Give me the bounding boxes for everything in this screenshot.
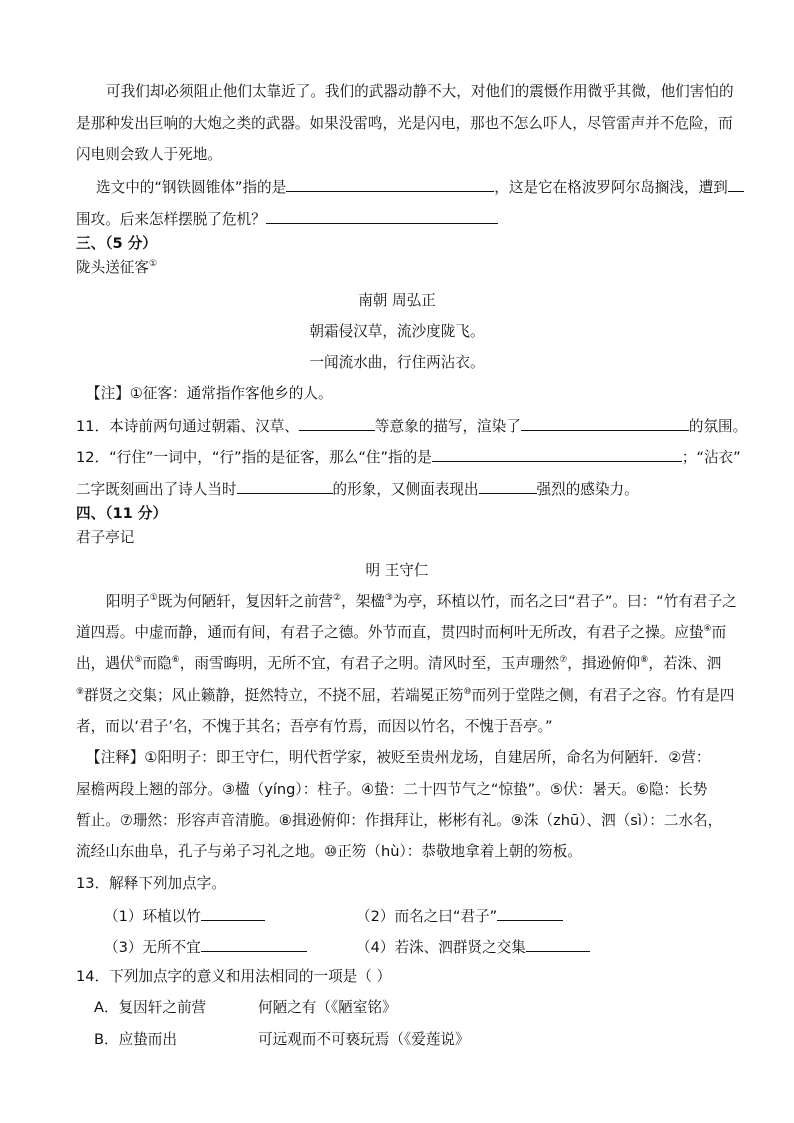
poem-line: 朝霜侵汉草，流沙度陇飞。 [309, 323, 485, 340]
section-heading: 三、（5 分） [76, 235, 157, 252]
answer-blank[interactable] [497, 905, 563, 921]
option-a-reference: 何陋之有（《陋室铭》 [258, 999, 397, 1016]
note-mark: ③ [384, 593, 393, 604]
answer-blank[interactable] [432, 446, 682, 462]
question-13-stem: 13．解释下列加点字。 [76, 875, 226, 892]
note-mark: ⑤ [134, 655, 143, 666]
answer-blank[interactable] [728, 176, 744, 192]
note-mark: ⑨ [76, 687, 85, 698]
note-mark: ⑧ [640, 655, 649, 666]
question-text: 的氛围。 [688, 418, 748, 435]
text-span: 群贤之交集；风止籁静，挺然特立，不挠不屈，若端冕正笏 [84, 687, 464, 704]
question-text: ，这是它在格波罗阿尔岛搁浅，遭到 [494, 179, 728, 196]
section-heading: 四、（11 分） [76, 505, 168, 522]
question-13-item [104, 905, 265, 927]
question-13-item [356, 905, 563, 927]
answer-blank[interactable] [201, 936, 307, 952]
classical-text-line [106, 592, 737, 612]
note-mark: ① [148, 259, 158, 270]
question-13-item [356, 936, 590, 958]
answer-blank[interactable] [521, 415, 689, 431]
text-title: 君子亭记 [76, 529, 135, 546]
question-text: （1）环植以竹 [104, 908, 201, 925]
answer-blank[interactable] [286, 176, 494, 192]
classical-text-line: 者，而以‘君子’名，不愧于其名；吾亭有竹焉，而因以竹名，不愧于吾亭。” [76, 718, 553, 735]
answer-blank[interactable] [201, 905, 265, 921]
text-span: 而隐 [142, 655, 172, 672]
answer-blank[interactable] [479, 478, 537, 494]
poem-author: 南朝 周弘正 [358, 292, 436, 309]
question-text: 的形象，又侧面表现出 [332, 481, 479, 498]
note-mark: ② [333, 593, 342, 604]
question-13-item [104, 936, 307, 958]
question-text: 强烈的感染力。 [536, 481, 639, 498]
text-span: 阳明子 [106, 593, 150, 610]
option-b-reference: 可远观而不可亵玩焉（《爱莲说》 [258, 1031, 470, 1048]
text-author: 明 王守仁 [365, 562, 429, 579]
text-span: ，雨雪晦明，无所不宜，有君子之明。清风时至，玉声珊然 [179, 655, 560, 672]
question-text: ；“沾衣” [681, 449, 741, 466]
question-12-cont [76, 478, 639, 500]
question-text: （3）无所不宜 [104, 939, 201, 956]
text-span: 而 [711, 624, 727, 641]
note-mark: ⑦ [559, 655, 568, 666]
answer-blank[interactable] [237, 478, 333, 494]
note-mark: ④ [703, 624, 712, 635]
annotation-line: 【注释】①阳明子：即王守仁，明代哲学家，被贬至贵州龙场，自建居所，命名为何陋轩．②营： [86, 749, 711, 766]
poem-note: 【注】①征客：通常指作客他乡的人。 [86, 385, 333, 402]
question-text: （2）而名之曰“君子” [356, 908, 498, 925]
question-14-stem: 14．下列加点字的意义和用法相同的一项是（ ） [76, 968, 392, 985]
text-span: 出，遇伏 [76, 655, 135, 672]
text-span: ，若洙、泗 [648, 655, 722, 672]
question-text: （4）若洙、泗群贤之交集 [356, 939, 526, 956]
question-line [76, 208, 498, 230]
text-span: ，架楹 [341, 593, 385, 610]
question-text: 11．本诗前两句通过朝霜、汉草、 [76, 418, 299, 435]
classical-text-line [76, 623, 726, 643]
question-text: 等意象的描写，渲染了 [374, 418, 521, 435]
note-mark: ⑥ [171, 655, 180, 666]
poem-title [76, 258, 157, 278]
question-text: 选文中的“钢铁圆锥体”指的是 [96, 179, 287, 196]
text-span: 道四焉。中虚而静，通而有间，有君子之德。外节而直，贯四时而柯叶无所改，有君子之操。应蛰 [76, 624, 704, 641]
annotation-line: 暂止。⑦珊然：形容声音清脆。⑧揖逊俯仰：作揖拜让，彬彬有礼。⑨洙（zhū）、泗（sì）：二水名， [76, 812, 723, 829]
question-line [96, 176, 744, 198]
text-span: 而列于堂陛之侧，有君子之容。竹有是四 [471, 687, 735, 704]
question-12 [76, 446, 741, 468]
question-11 [76, 415, 747, 437]
annotation-line: 流经山东曲阜，孔子与弟子习礼之地。⑩正笏（hù）：恭敬地拿着上朝的笏板。 [76, 843, 582, 860]
question-text: 12．“行住”一词中，“行”指的是征客，那么“住”指的是 [76, 449, 432, 466]
question-text: 二字既刻画出了诗人当时 [76, 481, 237, 498]
text-span: ，揖逊俯仰 [567, 655, 641, 672]
annotation-line: 屋檐两段上翘的部分。③楹（yíng）：柱子。④蛰：二十四节气之“惊蛰”。⑤伏：暑天。⑥隐：长势 [76, 781, 708, 798]
passage-line: 可我们却必须阻止他们太靠近了。我们的武器动静不大，对他们的震慑作用微乎其微，他们害怕的 [106, 83, 734, 100]
option-a-label[interactable]: A．复因轩之前营 [94, 999, 207, 1016]
question-text: 围攻。后来怎样摆脱了危机？ [76, 211, 266, 228]
answer-blank[interactable] [266, 208, 498, 224]
answer-blank[interactable] [299, 415, 375, 431]
passage-line: 闪电则会致人于死地。 [76, 146, 222, 163]
poem-line: 一闻流水曲，行住两沾衣。 [309, 354, 485, 371]
note-mark: ① [149, 593, 158, 604]
text-span: 为亭，环植以竹，而名之曰“君子”。曰：“竹有君子之 [392, 593, 737, 610]
classical-text-line [76, 654, 721, 674]
text-span: 既为何陋轩，复因轩之前营 [157, 593, 334, 610]
passage-line: 是那种发出巨响的大炮之类的武器。如果没雷鸣，光是闪电，那也不怎么吓人，尽管雷声并不危险，而 [76, 115, 733, 132]
classical-text-line [76, 686, 734, 706]
option-b-label[interactable]: B．应蛰而出 [94, 1031, 177, 1048]
note-mark: ⑩ [463, 687, 472, 698]
poem-title-text: 陇头送征客 [76, 259, 149, 276]
answer-blank[interactable] [526, 936, 590, 952]
